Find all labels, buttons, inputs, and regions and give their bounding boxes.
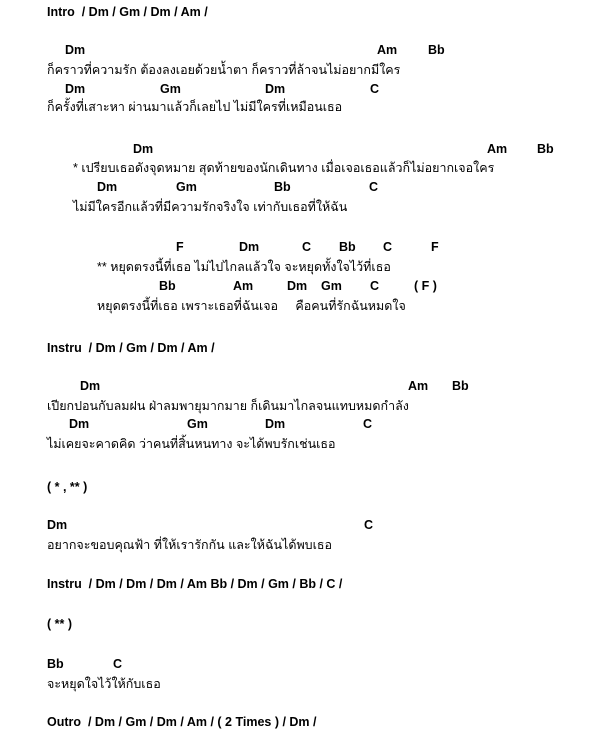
chord: Dm bbox=[265, 417, 286, 431]
lyric-line: ** หยุดตรงนี้ที่เธอ ไม่ไปไกลแล้วใจ จะหยุดทั้งใจไว้ที่เธอ bbox=[97, 260, 391, 274]
chord: Dm bbox=[97, 180, 118, 194]
chord: Dm bbox=[80, 379, 101, 393]
chord: C bbox=[370, 279, 380, 293]
chord: Dm bbox=[287, 279, 308, 293]
instru-line: Instru / Dm / Gm / Dm / Am / bbox=[47, 341, 215, 355]
chord: Gm bbox=[176, 180, 197, 194]
lyric-line: จะหยุดใจไว้ให้กับเธอ bbox=[47, 677, 161, 691]
chord: C bbox=[364, 518, 374, 532]
chord: Dm bbox=[47, 518, 68, 532]
instru-line: Instru / Dm / Dm / Dm / Am Bb / Dm / Gm / Bb / C / bbox=[47, 577, 343, 591]
chord: Bb bbox=[47, 657, 64, 671]
chord: F bbox=[431, 240, 439, 254]
intro-line: Intro / Dm / Gm / Dm / Am / bbox=[47, 5, 208, 19]
lyric-line: หยุดตรงนี้ที่เธอ เพราะเธอที่ฉันเจอ คือคนที่รักฉันหมดใจ bbox=[97, 299, 406, 313]
chord: Bb bbox=[452, 379, 469, 393]
chord: Bb bbox=[274, 180, 291, 194]
chord: Am bbox=[408, 379, 429, 393]
chord: Dm bbox=[133, 142, 154, 156]
repeat-marker: ( ** ) bbox=[47, 617, 72, 631]
chord: Gm bbox=[321, 279, 342, 293]
chord: Bb bbox=[339, 240, 356, 254]
lyric-line: * เปรียบเธอดังจุดหมาย สุดท้ายของนักเดินทาง เมื่อเจอเธอแล้วก็ไม่อยากเจอใคร bbox=[73, 161, 495, 175]
chord: ( F ) bbox=[414, 279, 437, 293]
chord: F bbox=[176, 240, 184, 254]
chord: Am bbox=[233, 279, 254, 293]
chord: Bb bbox=[428, 43, 445, 57]
chord: Dm bbox=[69, 417, 90, 431]
repeat-marker: ( * , ** ) bbox=[47, 480, 88, 494]
outro-line: Outro / Dm / Gm / Dm / Am / ( 2 Times ) / Dm / bbox=[47, 715, 317, 729]
chord: Dm bbox=[239, 240, 260, 254]
lyric-line: ไม่มีใครอีกแล้วที่มีความรักจริงใจ เท่ากับเธอที่ให้ฉัน bbox=[73, 200, 348, 214]
lyric-line: ไม่เคยจะคาดคิด ว่าคนที่สิ้นหนทาง จะได้พบรักเช่นเธอ bbox=[47, 437, 336, 451]
lyric-line: เปียกปอนกับลมฝน ฝ่าลมพายุมากมาย ก็เดินมาไกลจนแทบหมดกำลัง bbox=[47, 399, 409, 413]
chord: C bbox=[369, 180, 379, 194]
chord: Dm bbox=[65, 43, 86, 57]
lyric-line: ก็คราวที่ความรัก ต้องลงเอยด้วยน้ำตา ก็คราวที่ล้าจนไม่อยากมีใคร bbox=[47, 63, 401, 77]
chord: Bb bbox=[537, 142, 554, 156]
lyric-line: อยากจะขอบคุณฟ้า ที่ให้เรารักกัน และให้ฉันได้พบเธอ bbox=[47, 538, 333, 552]
chord: C bbox=[363, 417, 373, 431]
chord: Gm bbox=[187, 417, 208, 431]
chord: Am bbox=[487, 142, 508, 156]
chord: C bbox=[370, 82, 380, 96]
chord: Gm bbox=[160, 82, 181, 96]
lyric-line: ก็ครั้งที่เสาะหา ผ่านมาแล้วก็เลยไป ไม่มีใครที่เหมือนเธอ bbox=[47, 100, 343, 114]
chord: Am bbox=[377, 43, 398, 57]
chord: Bb bbox=[159, 279, 176, 293]
chord: Dm bbox=[65, 82, 86, 96]
chord: Dm bbox=[265, 82, 286, 96]
chord: C bbox=[302, 240, 312, 254]
chord: C bbox=[383, 240, 393, 254]
chord: C bbox=[113, 657, 123, 671]
